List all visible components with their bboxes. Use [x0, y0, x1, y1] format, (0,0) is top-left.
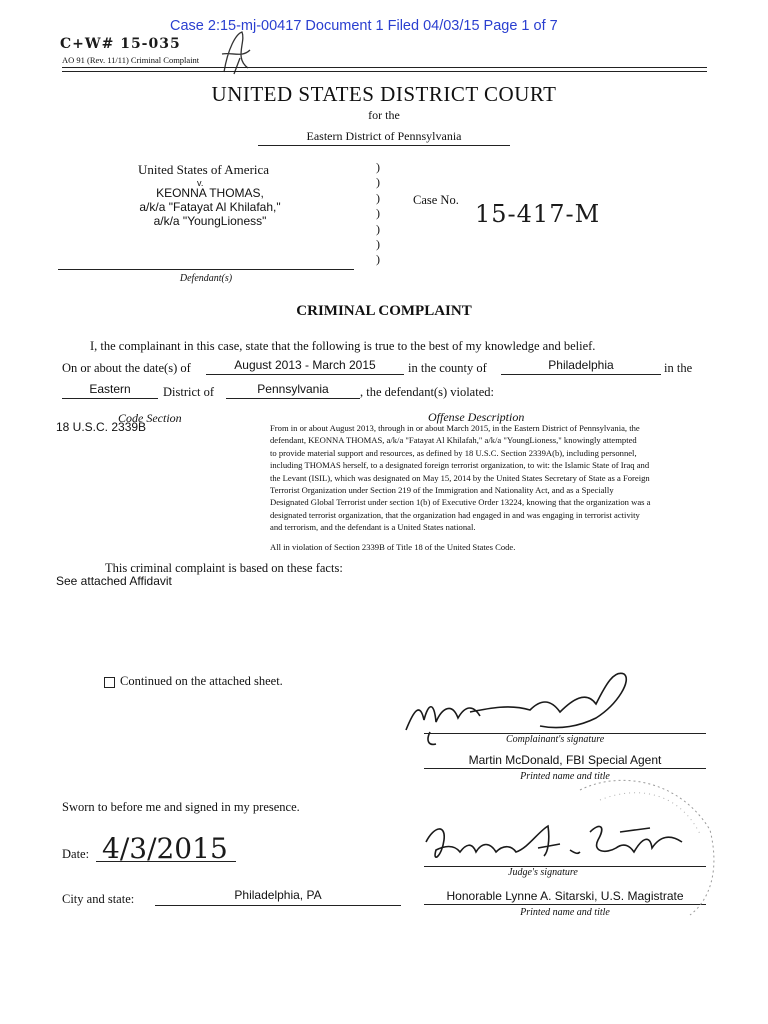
- facts-label: This criminal complaint is based on these facts:: [105, 561, 343, 575]
- sworn-statement: Sworn to before me and signed in my presence.: [62, 800, 300, 814]
- district-rule: [258, 145, 510, 146]
- complainant-sig-label: Complainant's signature: [506, 734, 605, 745]
- complainant-printed: Martin McDonald, FBI Special Agent: [468, 753, 662, 767]
- complainant-printed-rule: [424, 768, 706, 769]
- ecf-header: Case 2:15-mj-00417 Document 1 Filed 04/03/15 Page 1 of 7: [170, 18, 558, 34]
- county-rule: [501, 374, 661, 375]
- defendant-line: KEONNA THOMAS,: [156, 186, 264, 200]
- date-value: 4/3/2015: [102, 832, 228, 865]
- district-value: Eastern: [89, 382, 131, 396]
- header-rule: [62, 67, 707, 68]
- offense-line: From in or about August 2013, through in or about March 2015, in the Eastern District of Pennsylvania, the: [270, 423, 640, 433]
- city-value: Philadelphia, PA: [234, 888, 322, 902]
- defendant-line: a/k/a "Fatayat Al Khilafah,": [139, 200, 281, 214]
- header-rule-2: [62, 71, 707, 72]
- form-id: AO 91 (Rev. 11/11) Criminal Complaint: [62, 55, 200, 65]
- defendant-rule: [58, 269, 354, 270]
- offense-dates: August 2013 - March 2015: [234, 358, 376, 372]
- plaintiff-name: United States of America: [138, 162, 270, 177]
- county-label: in the county of: [408, 361, 487, 375]
- complainant-printed-label: Printed name and title: [520, 771, 610, 782]
- defendant-line: a/k/a "YoungLioness": [153, 214, 267, 228]
- city-rule: [155, 905, 401, 906]
- caption-parens: ) ) ) ) ) ) ): [376, 160, 380, 267]
- district-of-label: District of: [163, 385, 215, 399]
- offense-line: and terrorism, and the defendant is a United States national.: [270, 522, 476, 533]
- code-section-label: Code Section: [118, 411, 182, 425]
- offense-label: Offense Description: [428, 410, 525, 424]
- judge-printed: Honorable Lynne A. Sitarski, U.S. Magistrate: [446, 889, 684, 903]
- court-name: UNITED STATES DISTRICT COURT: [211, 82, 557, 106]
- dates-prefix: On or about the date(s) of: [62, 361, 191, 375]
- document-title: CRIMINAL COMPLAINT: [296, 303, 472, 319]
- judge-sig-label: Judge's signature: [508, 867, 578, 878]
- state-value: Pennsylvania: [257, 382, 329, 396]
- violated-label: , the defendant(s) violated:: [360, 385, 494, 399]
- offense-line: Designated Global Terrorist under section 1(b) of Executive Order 13224, knowing that the organization was a: [270, 497, 651, 508]
- state-rule: [226, 398, 360, 399]
- offense-line: defendant, KEONNA THOMAS, a/k/a "Fatayat Al Khilafah," a/k/a "YoungLioness," knowingly attempted: [270, 435, 637, 446]
- offense-line: designated terrorist organization, that the organization had engaged in and was engaging in terrorist activity: [270, 509, 640, 520]
- initials-scribble-icon: [218, 28, 254, 80]
- versus: v.: [197, 178, 204, 188]
- case-no-label: Case No.: [413, 193, 459, 207]
- judge-printed-label: Printed name and title: [520, 907, 610, 918]
- court-seal-icon: [560, 770, 720, 920]
- date-label: Date:: [62, 847, 90, 861]
- for-the: for the: [368, 108, 400, 122]
- violation-line: All in violation of Section 2339B of Title 18 of the United States Code.: [270, 542, 516, 552]
- city-label: City and state:: [62, 892, 135, 906]
- offense-line: to provide material support and resources, as defined by 18 U.S.C. Section 2339A(b), including personnel,: [270, 447, 637, 458]
- offense-line: the Levant (ISIL), which was designated on May 15, 2014 by the United States Secretary of State as a Foreign: [270, 472, 650, 483]
- offense-line: Terrorist Organization under Section 219 of the Immigration and Nationality Act, and as a Specially: [270, 485, 614, 496]
- facts-value: See attached Affidavit: [56, 574, 172, 588]
- statement: I, the complainant in this case, state that the following is true to the best of my knowledge and belief.: [90, 339, 596, 353]
- dates-suffix: in the: [664, 361, 693, 375]
- continued-checkbox[interactable]: [104, 677, 115, 688]
- offense-line: including THOMAS herself, to a designated foreign terrorist organization, to wit: the Islamic State of Iraq and: [270, 460, 650, 471]
- date-rule: [96, 861, 236, 862]
- dates-rule: [206, 374, 404, 375]
- county-value: Philadelphia: [548, 358, 614, 372]
- defendants-label: Defendant(s): [179, 273, 233, 284]
- case-number: 15-417-M: [475, 200, 601, 228]
- district-value-rule: [62, 398, 158, 399]
- handwritten-reference: C+W# 15-035: [60, 36, 181, 52]
- defendant-block: [120, 186, 300, 228]
- district-name: Eastern District of Pennsylvania: [306, 129, 462, 143]
- code-section-value: 18 U.S.C. 2339B: [56, 420, 147, 434]
- offense-description: [270, 422, 710, 534]
- continued-label: Continued on the attached sheet.: [120, 674, 283, 688]
